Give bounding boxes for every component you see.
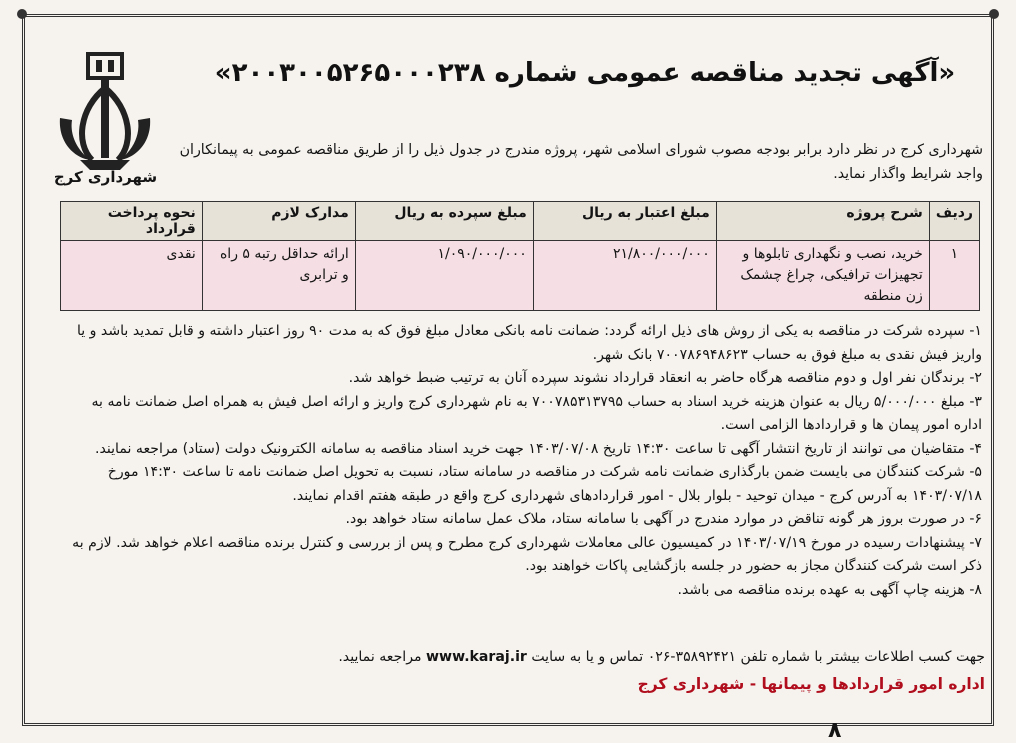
cell-payment-method: نقدی — [61, 241, 203, 311]
cell-row-number: ۱ — [929, 241, 979, 311]
cell-required-documents: ارائه حداقل رتبه ۵ راه و ترابری — [202, 241, 355, 311]
header-deposit-amount: مبلغ سپرده به ریال — [355, 202, 533, 241]
contact-text-before: جهت کسب اطلاعات بیشتر با شماره تلفن ۳۵۸۹۲۴۲۱-۰۲۶ تماس و یا به سایت — [531, 649, 985, 665]
contact-text-after: مراجعه نمایید. — [338, 649, 422, 665]
corner-ornament — [989, 9, 999, 19]
term-item-4: ۴- متقاضیان می توانند از تاریخ انتشار آگهی تا ساعت ۱۴:۳۰ تاریخ ۱۴۰۳/۰۷/۰۸ جهت خرید اسناد مناقصه به سامانه الکترونیک دولت (ستاد) مراجعه نمایند. — [94, 440, 982, 457]
cell-project-description: خرید، نصب و نگهداری تابلوها و تجهیزات ترافیکی، چراغ چشمک زن منطقه — [716, 241, 929, 311]
page-number: ۸ — [828, 718, 842, 743]
department-signature: اداره امور قراردادها و پیمانها - شهرداری کرج — [637, 675, 985, 693]
header-row-number: ردیف — [929, 202, 979, 241]
contact-line — [245, 646, 985, 669]
header-required-documents: مدارک لازم — [202, 202, 355, 241]
term-item-6: ۶- در صورت بروز هر گونه تناقض در موارد مندرج در آگهی با سامانه ستاد، ملاک عمل سامانه ستاد خواهد بود. — [345, 511, 982, 527]
term-item-5: ۵- شرکت کنندگان می بایست ضمن بارگذاری ضمانت نامه شرکت در مناقصه در سامانه ستاد، نسبت به تحویل اصل ضمانت نامه تا ساعت ۱۴:۳۰ مورخ ۱۴۰۳/۰۷/۱۸ به آدرس کرج - میدان توحید - بلوار بلال - امور قراردادهای شهرداری کرج واقع در طبقه هفتم اقدام نمایند. — [107, 464, 982, 504]
terms-list — [60, 320, 982, 602]
term-item-1: ۱- سپرده شرکت در مناقصه به یکی از روش های ذیل ارائه گردد: ضمانت نامه بانکی معادل مبلغ فوق که به مدت ۹۰ روز اعتبار داشته و قابل تمدید باشد و یا واریز فیش نقدی به مبلغ فوق به حساب ۷۰۰۷۸۶۹۴۸۶۲۳ بانک شهر. — [76, 323, 982, 363]
table-row — [61, 241, 980, 311]
term-item-8: ۸- هزینه چاپ آگهی به عهده برنده مناقصه می باشد. — [677, 581, 982, 598]
header-payment-method: نحوه پرداخت قرارداد — [61, 202, 203, 241]
intro-paragraph: شهرداری کرج در نظر دارد برابر بودجه مصوب شورای اسلامی شهر، پروژه مندرج در جدول ذیل را از طریق مناقصه عمومی به پیمانکاران واجد شرایط واگذار نماید. — [179, 142, 983, 182]
website-link[interactable]: www.karaj.ir — [426, 649, 527, 665]
header-project-description: شرح پروژه — [716, 202, 929, 241]
header-credit-amount: مبلغ اعتبار به ریال — [533, 202, 716, 241]
cell-deposit-amount: ۱/۰۹۰/۰۰۰/۰۰۰ — [355, 241, 533, 311]
term-item-7: ۷- پیشنهادات رسیده در مورخ ۱۴۰۳/۰۷/۱۹ در کمیسیون عالی معاملات شهرداری کرج مطرح و پس از بررسی و کنترل برنده مناقصه اعلام خواهد شد. لازم به ذکر است شرکت کنندگان مجاز به حضور در جلسه بازگشایی پاکات خواهند بود. — [72, 534, 982, 574]
table-header-row — [61, 202, 980, 241]
corner-ornament — [17, 9, 27, 19]
tender-table — [60, 201, 980, 311]
logo-caption: شهرداری کرج — [53, 168, 158, 186]
page-title: «آگهی تجدید مناقصه عمومی شماره ۲۰۰۳۰۰۵۲۶۵۰۰۰۲۳۸» — [214, 58, 956, 88]
term-item-2: ۲- برندگان نفر اول و دوم مناقصه هرگاه حاضر به انعقاد قرارداد نشوند سپرده آنان به ترتیب ضبط خواهد شد. — [348, 370, 982, 386]
term-item-3: ۳- مبلغ ۵/۰۰۰/۰۰۰ ریال به عنوان هزینه خرید اسناد به حساب ۷۰۰۷۸۵۳۱۳۷۹۵ به نام شهرداری کرج واریز و ارائه اصل فیش به همراه اصل ضمانت نامه به اداره امور پیمان ها و قراردادها الزامی است. — [91, 393, 982, 433]
cell-credit-amount: ۲۱/۸۰۰/۰۰۰/۰۰۰ — [533, 241, 716, 311]
